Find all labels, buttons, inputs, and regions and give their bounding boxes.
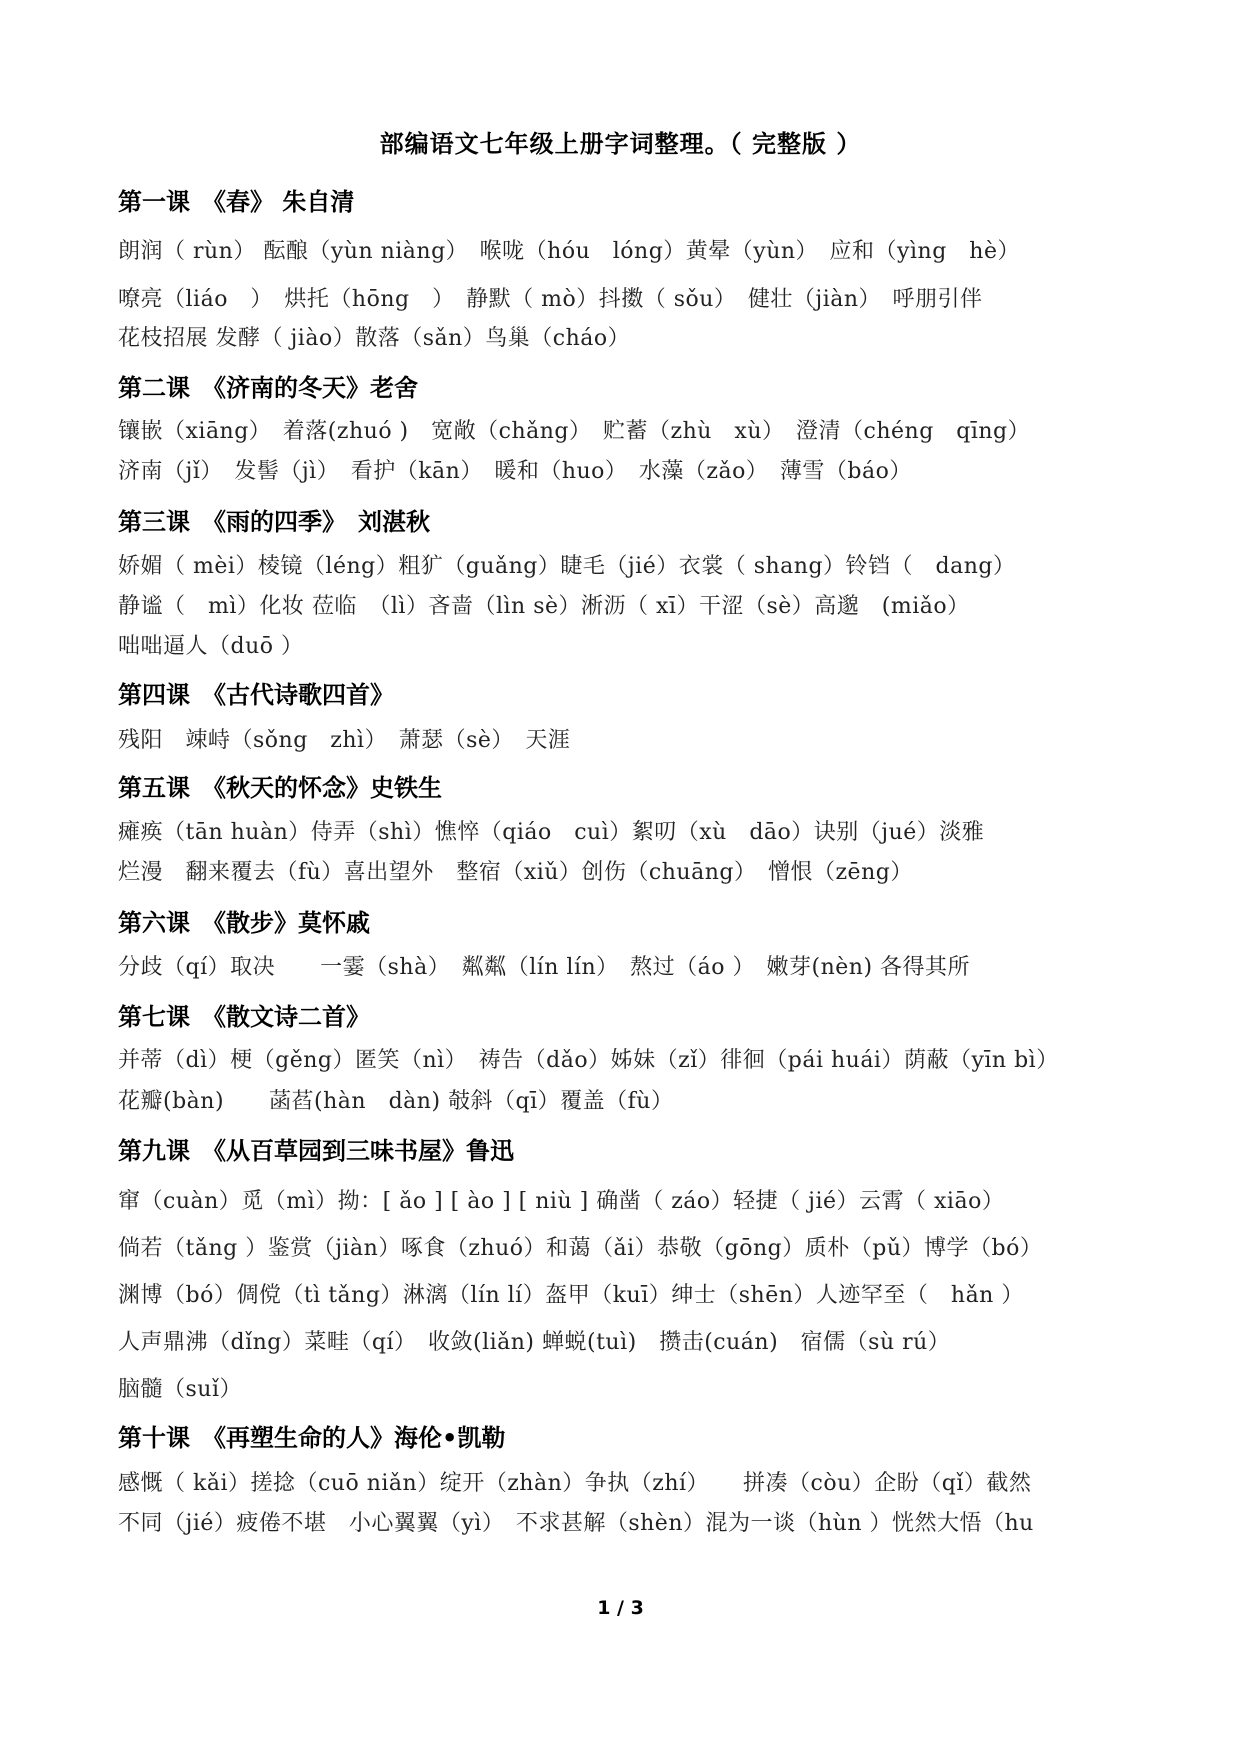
vocab-line: 窜（cuàn）觅（mì）拗：[ ǎo ] [ ào ] [ niù ] 确凿（ záo）轻捷（ jié）云霄（ xiāo） <box>118 1189 1005 1214</box>
lesson-heading: 第五课 《秋天的怀念》史铁生 <box>118 774 442 802</box>
lesson-heading: 第九课 《从百草园到三味书屋》鲁迅 <box>118 1137 514 1165</box>
vocab-line: 咄咄逼人（duō ） <box>118 634 304 659</box>
vocab-line: 嘹亮（liáo ） 烘托（hōng ） 静默（ mò）抖擞（ sǒu） 健壮（jiàn） 呼朋引伴 <box>118 287 983 312</box>
vocab-line: 残阳 竦峙（sǒng zhì） 萧瑟（sè） 天涯 <box>118 728 571 753</box>
vocab-line: 静谧（ mì）化妆 莅临 （lì）吝啬（lìn sè）淅沥（ xī）干涩（sè）高邈 (miǎo） <box>118 594 970 619</box>
vocab-line: 镶嵌（xiāng） 着落(zhuó ) 宽敞（chǎng） 贮蓄（zhù xù） 澄清（chéng qīng） <box>118 419 1031 444</box>
vocab-line: 朗润（ rùn） 酝酿（yùn niàng） 喉咙（hóu lóng）黄晕（yùn） 应和（yìng hè） <box>118 239 1020 264</box>
vocab-line: 娇媚（ mèi）棱镜（léng）粗犷（guǎng）睫毛（jié）衣裳（ shang）铃铛（ dang） <box>118 554 1016 579</box>
vocab-line: 感慨（ kǎi）搓捻（cuō niǎn）绽开（zhàn）争执（zhí） 拼凑（còu）企盼（qǐ）截然 <box>118 1471 1032 1496</box>
vocab-line: 瘫痪（tān huàn）侍弄（shì）憔悴（qiáo cuì）絮叨（xù dāo）诀别（jué）淡雅 <box>118 820 985 845</box>
vocab-line: 渊博（bó）倜傥（tì tǎng）淋漓（lín lí）盔甲（kuī）绅士（shēn）人迹罕至（ hǎn ） <box>118 1283 1024 1308</box>
vocab-line: 花枝招展 发酵（ jiào）散落（sǎn）鸟巢（cháo） <box>118 326 631 351</box>
lesson-heading: 第一课 《春》 朱自清 <box>118 188 355 216</box>
vocab-line: 花瓣(bàn) 菡萏(hàn dàn) 攲斜（qī）覆盖（fù） <box>118 1089 674 1114</box>
lesson-heading: 第十课 《再塑生命的人》海伦•凯勒 <box>118 1424 506 1452</box>
vocab-line: 并蒂（dì）梗（gěng）匿笑（nì） 祷告（dǎo）姊妹（zǐ）徘徊（pái huái）荫蔽（yīn bì） <box>118 1048 1059 1073</box>
vocab-line: 不同（jié）疲倦不堪 小心翼翼（yì） 不求甚解（shèn）混为一谈（hùn ）恍然大悟（hu <box>118 1511 1034 1536</box>
page-number: 1 / 3 <box>597 1597 644 1619</box>
vocab-line: 人声鼎沸（dǐng）菜畦（qí） 收敛(liǎn) 蝉蜕(tuì) 攒击(cuán) 宿儒（sù rú） <box>118 1330 951 1355</box>
vocab-line: 脑髓（suǐ） <box>118 1377 242 1402</box>
vocab-line: 倘若（tǎng ）鉴赏（jiàn）啄食（zhuó）和蔼（ǎi）恭敬（gōng）质朴（pǔ）博学（bó） <box>118 1236 1043 1261</box>
lesson-heading: 第七课 《散文诗二首》 <box>118 1003 370 1031</box>
vocab-line: 分歧（qí）取决 一霎（shà） 粼粼（lín lín） 熬过（áo ） 嫩芽(nèn) 各得其所 <box>118 955 971 980</box>
lesson-heading: 第三课 《雨的四季》 刘湛秋 <box>118 508 430 536</box>
page-title: 部编语文七年级上册字词整理。（ 完整版 ） <box>379 130 862 158</box>
vocab-line: 烂漫 翻来覆去（fù）喜出望外 整宿（xiǔ）创伤（chuāng） 憎恨（zēng） <box>118 860 913 885</box>
lesson-heading: 第六课 《散步》莫怀戚 <box>118 909 370 937</box>
lesson-heading: 第二课 《济南的冬天》老舍 <box>118 374 418 402</box>
vocab-line: 济南（jǐ） 发髻（jì） 看护（kān） 暖和（huo） 水藻（zǎo） 薄雪（báo） <box>118 459 912 484</box>
lesson-heading: 第四课 《古代诗歌四首》 <box>118 681 394 709</box>
